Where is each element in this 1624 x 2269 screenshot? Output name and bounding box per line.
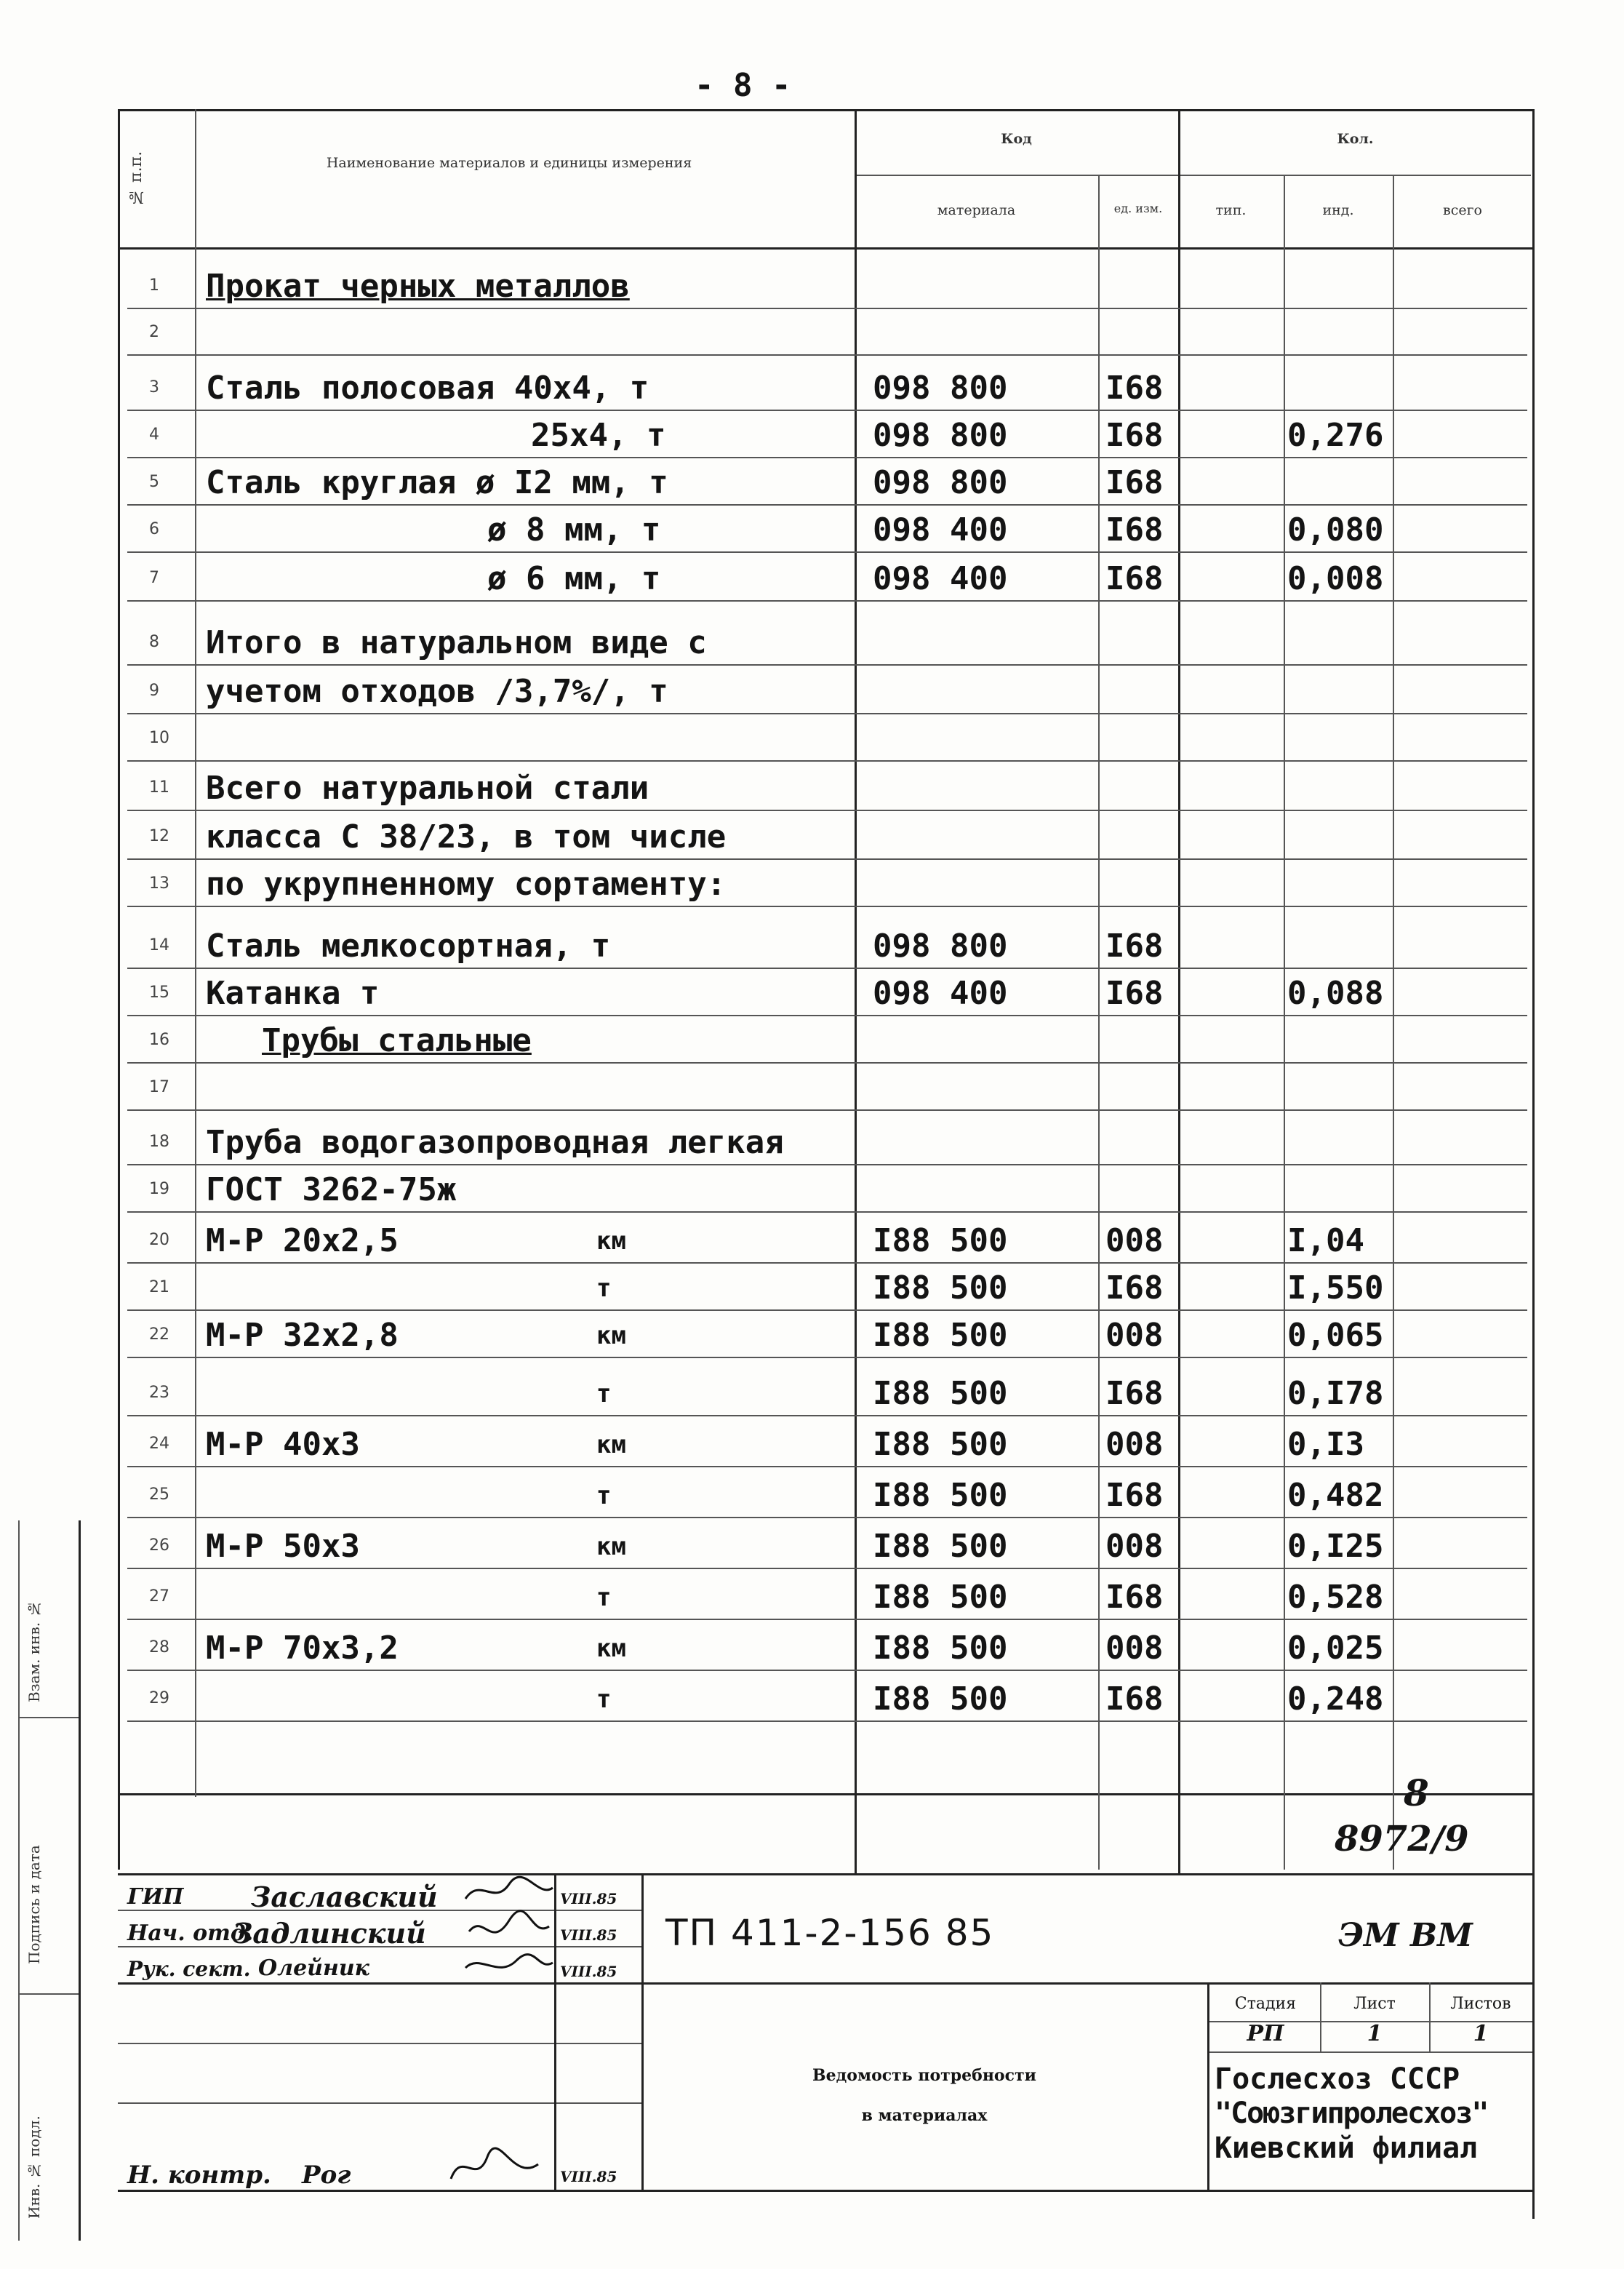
row-unit-code: I68 bbox=[1105, 928, 1164, 965]
row-unit-code: I68 bbox=[1105, 975, 1164, 1012]
row-number: 11 bbox=[149, 778, 169, 797]
stamp-nach-role: Нач. отд. bbox=[127, 1921, 254, 1946]
row-name: Всего натуральной стали bbox=[206, 770, 649, 807]
row-unit-name: км bbox=[596, 1321, 626, 1350]
stamp-gip-name: Заславский bbox=[251, 1881, 438, 1913]
row-number: 1 bbox=[149, 276, 159, 295]
row-number: 13 bbox=[149, 874, 169, 893]
row-line bbox=[127, 810, 1527, 811]
row-name: учетом отходов /3,7%/, т bbox=[206, 673, 668, 710]
row-number: 5 bbox=[149, 473, 159, 491]
row-qty-ind: 0,025 bbox=[1287, 1630, 1384, 1667]
stamp-date-1: VIII.85 bbox=[560, 1890, 617, 1907]
row-line bbox=[127, 1568, 1527, 1569]
row-number: 26 bbox=[149, 1536, 169, 1555]
row-line bbox=[127, 1415, 1527, 1416]
row-number: 24 bbox=[149, 1435, 169, 1453]
row-line bbox=[127, 308, 1527, 309]
table-bottom-border bbox=[118, 1793, 1532, 1795]
stamp-title-1: Ведомость потребности bbox=[812, 2066, 1036, 2085]
side-strip-line-2 bbox=[18, 1993, 79, 1995]
row-line bbox=[127, 664, 1527, 666]
row-line bbox=[127, 1015, 1527, 1016]
row-unit-code: I68 bbox=[1105, 1579, 1164, 1616]
side-label-signature: Подпись и дата bbox=[25, 1845, 43, 1964]
footer-sheet-number: 8 bbox=[1404, 1771, 1429, 1814]
row-line bbox=[127, 760, 1527, 762]
row-material-code: I88 500 bbox=[873, 1222, 1008, 1259]
side-label-inv: Инв. № подл. bbox=[25, 2116, 43, 2219]
row-number: 8 bbox=[149, 633, 159, 651]
row-number: 16 bbox=[149, 1031, 169, 1049]
row-name: Катанка т bbox=[206, 975, 380, 1012]
row-line bbox=[127, 1466, 1527, 1467]
row-unit-name: км bbox=[596, 1227, 626, 1256]
row-unit-code: 008 bbox=[1105, 1222, 1164, 1259]
row-qty-ind: 0,I78 bbox=[1287, 1375, 1384, 1412]
col-type-border bbox=[1284, 175, 1285, 1870]
row-line bbox=[127, 1720, 1527, 1722]
row-qty-ind: 0,248 bbox=[1287, 1680, 1384, 1718]
row-unit-code: I68 bbox=[1105, 370, 1164, 407]
row-line bbox=[127, 1309, 1527, 1311]
page-number: - 8 - bbox=[695, 67, 791, 104]
row-unit-code: 008 bbox=[1105, 1528, 1164, 1565]
row-material-code: 098 400 bbox=[873, 511, 1008, 549]
stamp-nkontr-role: Н. контр. bbox=[127, 2161, 271, 2190]
row-unit-name: т bbox=[596, 1685, 612, 1714]
row-unit-name: км bbox=[596, 1532, 626, 1561]
nkontr-signature-mark bbox=[444, 2142, 545, 2193]
stamp-date-4: VIII.85 bbox=[560, 2168, 617, 2185]
row-number: 2 bbox=[149, 323, 159, 341]
header-code: Код bbox=[1001, 131, 1032, 147]
row-unit-name: т bbox=[596, 1583, 612, 1612]
row-name: ø 6 мм, т bbox=[487, 560, 661, 597]
stamp-nkontr-name: Рог bbox=[302, 2161, 351, 2190]
row-line bbox=[127, 1517, 1527, 1518]
stamp-org-1: Гослесхоз СССР bbox=[1215, 2062, 1460, 2096]
row-number: 22 bbox=[149, 1325, 169, 1344]
header-qty-ind: инд. bbox=[1322, 202, 1354, 218]
stamp-org-2: "Союзгипролесхоз" bbox=[1215, 2097, 1488, 2130]
stamp-sheets-value: 1 bbox=[1473, 2021, 1489, 2046]
row-name: М-Р 40х3 bbox=[206, 1426, 360, 1463]
row-line bbox=[127, 713, 1527, 714]
row-number: 6 bbox=[149, 520, 159, 538]
stamp-stage-line-2 bbox=[1207, 2051, 1532, 2053]
row-material-code: 098 400 bbox=[873, 560, 1008, 597]
side-strip-border bbox=[79, 1520, 81, 2241]
row-unit-code: 008 bbox=[1105, 1317, 1164, 1354]
stamp-stage-value: РП bbox=[1247, 2021, 1284, 2046]
row-material-code: 098 800 bbox=[873, 464, 1008, 501]
row-unit-code: I68 bbox=[1105, 560, 1164, 597]
row-line bbox=[127, 1262, 1527, 1264]
row-number: 28 bbox=[149, 1638, 169, 1656]
row-name: Сталь полосовая 40х4, т bbox=[206, 370, 649, 407]
header-bottom-border bbox=[118, 247, 1532, 250]
row-material-code: I88 500 bbox=[873, 1579, 1008, 1616]
right-border bbox=[1532, 109, 1535, 2219]
table-top-border bbox=[118, 109, 1532, 111]
row-line bbox=[127, 1109, 1527, 1111]
row-unit-code: I68 bbox=[1105, 417, 1164, 454]
row-name: Прокат черных металлов bbox=[206, 268, 630, 305]
stamp-gip-role: ГИП bbox=[127, 1884, 184, 1910]
col-ind-border bbox=[1393, 175, 1394, 1870]
row-line bbox=[127, 354, 1527, 356]
row-number: 21 bbox=[149, 1278, 169, 1296]
row-material-code: I88 500 bbox=[873, 1375, 1008, 1412]
row-unit-code: I68 bbox=[1105, 1680, 1164, 1718]
side-strip-outer bbox=[18, 1520, 20, 2241]
row-line bbox=[127, 600, 1527, 602]
row-line bbox=[127, 504, 1527, 506]
row-unit-code: 008 bbox=[1105, 1426, 1164, 1463]
row-unit-code: I68 bbox=[1105, 464, 1164, 501]
row-unit-name: км bbox=[596, 1430, 626, 1459]
row-qty-ind: I,04 bbox=[1287, 1222, 1364, 1259]
col-code-border bbox=[1098, 175, 1100, 1870]
row-unit-code: I68 bbox=[1105, 511, 1164, 549]
stamp-sheet-label: Лист bbox=[1353, 1995, 1396, 2013]
stamp-nach-name: Задлинский bbox=[233, 1917, 426, 1950]
stamp-doc-mark: ЭМ ВМ bbox=[1338, 1917, 1473, 1954]
row-unit-code: 008 bbox=[1105, 1630, 1164, 1667]
row-number: 27 bbox=[149, 1587, 169, 1606]
header-qty-type: тип. bbox=[1215, 202, 1247, 218]
row-material-code: I88 500 bbox=[873, 1477, 1008, 1514]
row-line bbox=[127, 1211, 1527, 1213]
row-unit-name: т bbox=[596, 1274, 612, 1303]
row-unit-name: т bbox=[596, 1379, 612, 1408]
row-line bbox=[127, 1164, 1527, 1165]
stamp-date-2: VIII.85 bbox=[560, 1926, 617, 1944]
row-name: 25х4, т bbox=[531, 417, 666, 454]
stamp-sheet-value: 1 bbox=[1367, 2021, 1383, 2046]
left-border bbox=[118, 109, 120, 1870]
side-strip-line-1 bbox=[18, 1717, 79, 1718]
row-name: Труба водогазопроводная легкая bbox=[206, 1124, 784, 1161]
row-material-code: I88 500 bbox=[873, 1528, 1008, 1565]
row-number: 18 bbox=[149, 1133, 169, 1151]
row-name: Сталь круглая ø I2 мм, т bbox=[206, 464, 668, 501]
row-name: М-Р 32х2,8 bbox=[206, 1317, 399, 1354]
row-unit-code: I68 bbox=[1105, 1269, 1164, 1307]
row-number: 19 bbox=[149, 1180, 169, 1198]
row-line bbox=[127, 906, 1527, 907]
row-qty-ind: 0,528 bbox=[1287, 1579, 1384, 1616]
row-line bbox=[127, 1670, 1527, 1671]
row-qty-ind: 0,I3 bbox=[1287, 1426, 1364, 1463]
row-number: 9 bbox=[149, 682, 159, 700]
row-number: 23 bbox=[149, 1384, 169, 1402]
col-name-border bbox=[855, 109, 857, 1873]
row-number: 12 bbox=[149, 827, 169, 845]
row-line bbox=[127, 551, 1527, 553]
stamp-sheets-label: Листов bbox=[1450, 1995, 1511, 2013]
row-name: Итого в натуральном виде с bbox=[206, 624, 707, 661]
stamp-row-line-3 bbox=[118, 2043, 641, 2044]
side-label-replace: Взам. инв. № bbox=[25, 1600, 43, 1702]
stamp-ruk-role: Рук. сект. bbox=[127, 1957, 251, 1981]
row-qty-ind: 0,276 bbox=[1287, 417, 1384, 454]
stamp-top-border bbox=[118, 1873, 1532, 1875]
header-qty-total: всего bbox=[1443, 202, 1482, 218]
row-number: 7 bbox=[149, 569, 159, 587]
header-sub-line bbox=[855, 175, 1531, 176]
row-material-code: 098 400 bbox=[873, 975, 1008, 1012]
row-line bbox=[127, 410, 1527, 411]
stamp-ruk-name: Олейник bbox=[258, 1955, 369, 1981]
row-number: 15 bbox=[149, 984, 169, 1002]
col-num-border bbox=[195, 109, 196, 1797]
stamp-title-2: в материалах bbox=[861, 2106, 988, 2125]
header-name: Наименование материалов и единицы измерения bbox=[326, 155, 692, 171]
row-number: 4 bbox=[149, 426, 159, 444]
row-line bbox=[127, 968, 1527, 969]
stamp-row-line-4 bbox=[118, 2102, 641, 2104]
stamp-date-3: VIII.85 bbox=[560, 1963, 617, 1980]
row-number: 14 bbox=[149, 936, 169, 954]
row-unit-name: т bbox=[596, 1481, 612, 1510]
row-unit-code: I68 bbox=[1105, 1477, 1164, 1514]
row-number: 3 bbox=[149, 378, 159, 396]
row-line bbox=[127, 457, 1527, 458]
stamp-bottom-border bbox=[118, 2190, 1532, 2192]
stamp-org-3: Киевский филиал bbox=[1215, 2132, 1478, 2165]
signature-marks bbox=[458, 1870, 560, 1986]
row-unit-name: км bbox=[596, 1634, 626, 1663]
row-material-code: I88 500 bbox=[873, 1680, 1008, 1718]
footer-code: 8972/9 bbox=[1335, 1819, 1469, 1859]
row-material-code: I88 500 bbox=[873, 1426, 1008, 1463]
row-name: Сталь мелкосортная, т bbox=[206, 928, 611, 965]
col-unit-border bbox=[1178, 109, 1180, 1873]
row-name: ГОСТ 3262-75ж bbox=[206, 1171, 457, 1208]
row-name: М-Р 50х3 bbox=[206, 1528, 360, 1565]
row-material-code: 098 800 bbox=[873, 370, 1008, 407]
row-name: Трубы стальные bbox=[262, 1022, 532, 1059]
row-line bbox=[127, 858, 1527, 860]
row-line bbox=[127, 1619, 1527, 1620]
row-material-code: I88 500 bbox=[873, 1317, 1008, 1354]
row-qty-ind: 0,080 bbox=[1287, 511, 1384, 549]
row-unit-code: I68 bbox=[1105, 1375, 1164, 1412]
row-name: ø 8 мм, т bbox=[487, 511, 661, 549]
row-number: 17 bbox=[149, 1078, 169, 1096]
row-line bbox=[127, 1062, 1527, 1064]
row-number: 10 bbox=[149, 729, 169, 747]
row-name: по укрупненному сортаменту: bbox=[206, 866, 727, 903]
row-qty-ind: 0,088 bbox=[1287, 975, 1384, 1012]
row-qty-ind: 0,008 bbox=[1287, 560, 1384, 597]
stamp-left-block-border bbox=[641, 1873, 644, 2190]
row-name: класса С 38/23, в том числе bbox=[206, 818, 727, 856]
row-material-code: 098 800 bbox=[873, 417, 1008, 454]
row-qty-ind: 0,I25 bbox=[1287, 1528, 1384, 1565]
row-line bbox=[127, 1357, 1527, 1358]
header-qty: Кол. bbox=[1337, 131, 1374, 147]
row-qty-ind: 0,482 bbox=[1287, 1477, 1384, 1514]
row-material-code: I88 500 bbox=[873, 1269, 1008, 1307]
row-material-code: I88 500 bbox=[873, 1630, 1008, 1667]
row-qty-ind: 0,065 bbox=[1287, 1317, 1384, 1354]
row-material-code: 098 800 bbox=[873, 928, 1008, 965]
stamp-stage-label: Стадия bbox=[1234, 1995, 1297, 2013]
header-num: № п.п. bbox=[127, 151, 145, 206]
row-number: 25 bbox=[149, 1486, 169, 1504]
row-number: 20 bbox=[149, 1231, 169, 1249]
row-number: 29 bbox=[149, 1689, 169, 1707]
stamp-right-block-border bbox=[1207, 1982, 1209, 2190]
row-name: М-Р 70х3,2 bbox=[206, 1630, 399, 1667]
header-code-material: материала bbox=[937, 202, 1016, 218]
row-qty-ind: I,550 bbox=[1287, 1269, 1384, 1307]
header-code-unit: ед. изм. bbox=[1113, 202, 1163, 215]
stamp-doc-code: ТП 411-2-156 85 bbox=[665, 1912, 995, 1954]
row-name: М-Р 20х2,5 bbox=[206, 1222, 399, 1259]
